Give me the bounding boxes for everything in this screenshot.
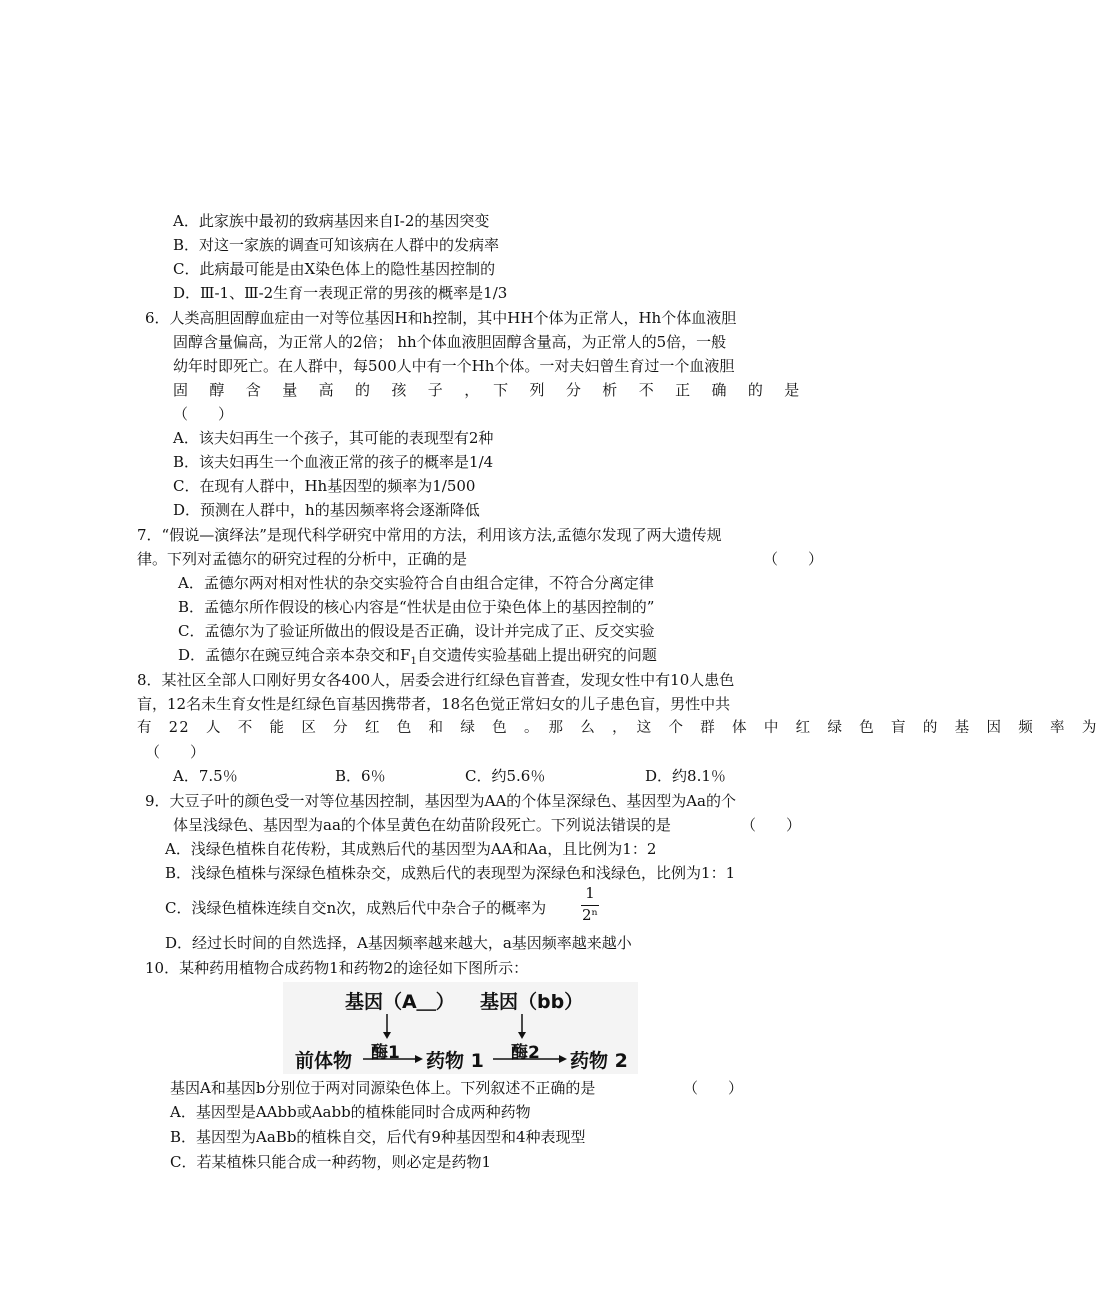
q8-option-d: D．约8.1％ [645,767,726,785]
q6-answer-paren: （ ） [173,405,234,423]
q7-stem-line-1: 7．“假说—演绎法”是现代科学研究中常用的方法，利用该方法,孟德尔发现了两大遗传规 [137,526,722,544]
q9-option-a: A．浅绿色植株自花传粉，其成熟后代的基因型为AA和Aa，且比例为1：2 [165,840,657,858]
q10-option-c: C．若某植株只能合成一种药物，则必定是药物1 [170,1153,492,1171]
q8-option-c: C．约5.6％ [465,767,546,785]
q10-option-b: B．基因型为AaBb的植株自交，后代有9种基因型和4种表现型 [170,1128,586,1146]
q7-option-b: B．孟德尔所作假设的核心内容是“性状是由位于染色体上的基因控制的” [178,598,655,616]
q7-answer-paren: （ ） [763,550,824,568]
q6-option-a: A．该夫妇再生一个孩子，其可能的表现型有2种 [173,429,494,447]
gene-bb-label: 基因（bb） [480,991,584,1013]
gene-a-label: 基因（A＿） [345,991,455,1013]
q6-option-b: B．该夫妇再生一个血液正常的孩子的概率是1/4 [173,453,494,471]
q9-option-d: D．经过长时间的自然选择，A基因频率越来越大，a基因频率越来越小 [165,934,632,952]
q6-option-c: C．在现有人群中，Hh基因型的频率为1/500 [173,477,476,495]
q7-stem-line-2: 律。下列对孟德尔的研究过程的分析中，正确的是 [137,550,468,568]
q5-option-a: A．此家族中最初的致病基因来自Ⅰ-2的基因突变 [173,212,490,230]
fraction-denominator: 2ⁿ [581,906,599,924]
q9-answer-paren: （ ） [741,816,802,834]
q9-option-b: B．浅绿色植株与深绿色植株杂交，成熟后代的表现型为深绿色和浅绿色，比例为1：1 [165,864,736,882]
fraction-numerator: 1 [585,884,595,902]
q7-option-c: C．孟德尔为了验证所做出的假设是否正确，设计并完成了正、反交实验 [178,622,655,640]
q6-stem-line-1: 6．人类高胆固醇血症由一对等位基因H和h控制，其中HH个体为正常人，Hh个体血液胆 [145,309,737,327]
synthesis-pathway-diagram [283,982,638,1074]
subscript-1: 1 [410,656,417,667]
q5-option-b: B．对这一家族的调查可知该病在人群中的发病率 [173,236,500,254]
q6-stem-line-4: 固 醇 含 量 高 的 孩 子 ， 下 列 分 析 不 正 确 的 是 [173,381,803,399]
q9-stem-line-1: 9．大豆子叶的颜色受一对等位基因控制，基因型为AA的个体呈深绿色、基因型为Aa的个 [145,792,736,810]
q10-answer-paren: （ ） [683,1079,744,1097]
q9-option-c: C．浅绿色植株连续自交n次，成熟后代中杂合子的概率为 [165,899,547,917]
q7-option-a: A．孟德尔两对相对性状的杂交实验符合自由组合定律，不符合分离定律 [178,574,654,592]
q8-option-a: A．7.5％ [173,767,238,785]
drug-2-label: 药物 2 [570,1050,628,1072]
enzyme-1-label: 酶1 [371,1043,400,1063]
q6-stem-line-2: 固醇含量偏高，为正常人的2倍； hh个体血液胆固醇含量高，为正常人的5倍，一般 [173,333,727,351]
q10-option-a: A．基因型是AAbb或Aabb的植株能同时合成两种药物 [170,1103,531,1121]
q7-option-d: D．孟德尔在豌豆纯合亲本杂交和$F_1$自交遗传实验基础上提出研究的问题 [178,646,657,667]
q6-stem-line-3: 幼年时即死亡。在人群中，每500人中有一个Hh个体。一对夫妇曾生育过一个血液胆 [173,357,735,375]
q8-answer-paren: （ ） [145,743,206,761]
drug-1-label: 药物 1 [426,1050,484,1072]
q10-stem-line-1: 10．某种药用植物合成药物1和药物2的途径如下图所示： [145,959,529,977]
q8-option-b: B．6％ [335,767,386,785]
q6-option-d: D．预测在人群中，h的基因频率将会逐渐降低 [173,501,480,519]
enzyme-2-label: 酶2 [511,1043,540,1063]
q9-stem-line-2: 体呈浅绿色、基因型为aa的个体呈黄色在幼苗阶段死亡。下列说法错误的是 [173,816,671,834]
q8-stem-line-3: 有 22 人 不 能 区 分 红 色 和 绿 色 。 那 么 ， 这 个 群 体 中 红 绿 色 盲 的 基 因 频 率 为 [137,720,1098,736]
precursor-label: 前体物 [295,1050,353,1072]
q10-stem-line-2: 基因A和基因b分别位于两对同源染色体上。下列叙述不正确的是 [170,1079,596,1097]
q5-option-c: C．此病最可能是由X染色体上的隐性基因控制的 [173,260,496,278]
q8-stem-line-1: 8．某社区全部人口刚好男女各400人，居委会进行红绿色盲普查，发现女性中有10人患色 [137,671,735,689]
q8-stem-line-2: 盲，12名未生育女性是红绿色盲基因携带者，18名色觉正常妇女的儿子患色盲，男性中共 [137,695,731,713]
q5-option-d: D．Ⅲ-1、Ⅲ-2生育一表现正常的男孩的概率是1/3 [173,284,508,302]
